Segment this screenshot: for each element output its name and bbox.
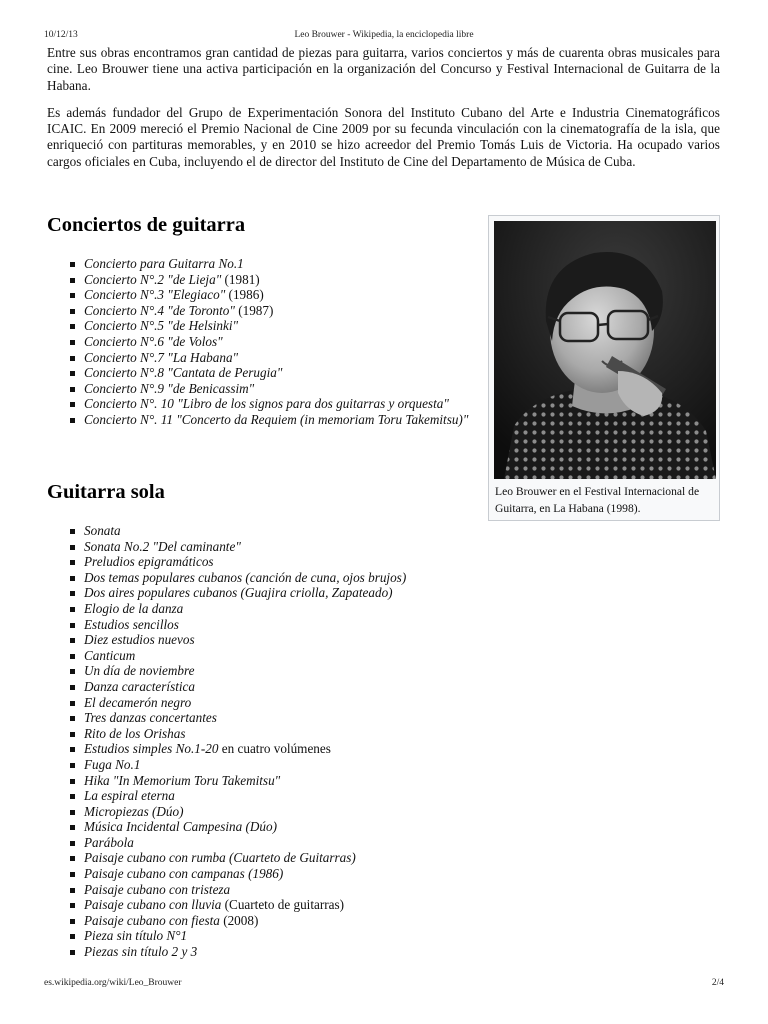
list-item xyxy=(47,804,477,820)
print-header xyxy=(44,30,724,44)
section-conciertos xyxy=(47,213,477,428)
guitarra-sola-list xyxy=(47,523,477,960)
list-item xyxy=(47,882,477,898)
work-title-link[interactable]: Dos aires populares cubanos (Guajira criolla, Zapateado) xyxy=(84,585,393,601)
list-item xyxy=(47,396,477,412)
list-item xyxy=(47,819,477,835)
portrait-illustration xyxy=(494,221,716,479)
work-title-link[interactable]: Rito de los Orishas xyxy=(84,725,186,741)
list-item xyxy=(47,741,477,757)
work-title-link[interactable]: Concierto N°.6 "de Volos" xyxy=(84,333,223,349)
work-title-link[interactable]: Dos temas populares cubanos (canción de cuna, ojos brujos) xyxy=(84,569,407,585)
work-title-link[interactable]: La espiral eterna xyxy=(84,788,175,804)
work-title-link[interactable]: Parábola xyxy=(84,834,134,850)
intro-paragraph-1: Entre sus obras encontramos gran cantidad de piezas para guitarra, varios conciertos y más de cuarenta obras musicales para cine. Leo Brouwer tiene una activa participación en la organización del Concurso y Festival Internacional de Guitarra de la Habana. xyxy=(47,45,720,93)
list-item xyxy=(47,523,477,539)
list-item xyxy=(47,773,477,789)
work-title-link[interactable]: Un día de noviembre xyxy=(84,663,195,679)
list-item xyxy=(47,897,477,913)
list-item xyxy=(47,365,477,381)
list-item xyxy=(47,318,477,334)
list-item xyxy=(47,585,477,601)
print-page-title: Leo Brouwer - Wikipedia, la enciclopedia libre xyxy=(294,30,474,40)
list-item xyxy=(47,835,477,851)
list-item xyxy=(47,554,477,570)
list-item xyxy=(47,944,477,960)
list-item xyxy=(47,256,477,272)
work-title-link[interactable]: Sonata xyxy=(84,523,121,538)
work-title-link[interactable]: Canticum xyxy=(84,647,136,663)
work-title-link[interactable]: El decamerón negro xyxy=(84,694,192,710)
work-title-link[interactable]: Paisaje cubano con rumba (Cuarteto de Guitarras) xyxy=(84,850,356,866)
list-item xyxy=(47,788,477,804)
list-item xyxy=(47,710,477,726)
work-title-link[interactable]: Piezas sin título 2 y 3 xyxy=(84,944,198,960)
work-title-link[interactable]: Concierto N°. 11 "Concerto da Requiem (in memoriam Toru Takemitsu)" xyxy=(84,411,469,427)
list-item xyxy=(47,381,477,397)
list-item xyxy=(47,334,477,350)
section-guitarra-sola xyxy=(47,480,477,960)
work-title-link[interactable]: Elogio de la danza xyxy=(84,600,184,616)
work-note: (1987) xyxy=(234,302,274,318)
work-title-link[interactable]: Estudios sencillos xyxy=(84,616,179,632)
work-note: (1986) xyxy=(225,287,264,303)
list-item xyxy=(47,913,477,929)
list-item xyxy=(47,350,477,366)
work-title-link[interactable]: Micropiezas (Dúo) xyxy=(84,803,184,819)
intro-paragraph-2: Es además fundador del Grupo de Experimentación Sonora del Instituto Cubano del Arte e Industria Cinematográficos ICAIC. En 2009 mereció el Premio Nacional de Cine 2009 por su fecunda vinculación con la cinematografía de la isla, que enriqueció con partituras memorables, y en 2010 se hizo acreedor del Premio Tomás Luis de Victoria. Ha ocupado varios cargos oficiales en Cuba, incluyendo el de director del Instituto de Cine del Departamento de Música de Cuba. xyxy=(47,104,720,169)
list-item xyxy=(47,648,477,664)
list-item xyxy=(47,303,477,319)
list-item xyxy=(47,412,477,428)
list-item xyxy=(47,757,477,773)
work-title-link[interactable]: Fuga No.1 xyxy=(84,756,141,772)
work-note: (2008) xyxy=(219,912,259,928)
work-title-link[interactable]: Concierto N°.5 "de Helsinki" xyxy=(84,318,239,334)
work-title-link[interactable]: Danza característica xyxy=(84,678,195,694)
work-title-link[interactable]: Paisaje cubano con campanas (1986) xyxy=(84,866,284,882)
work-note: (1981) xyxy=(221,271,260,287)
list-item xyxy=(47,850,477,866)
work-title-link[interactable]: Estudios simples No.1-20 xyxy=(84,741,219,757)
print-url: es.wikipedia.org/wiki/Leo_Brouwer xyxy=(44,978,182,988)
work-note: (Cuarteto de guitarras) xyxy=(221,897,345,913)
work-title-link[interactable]: Sonata No.2 "Del caminante" xyxy=(84,538,241,554)
list-item xyxy=(47,570,477,586)
work-title-link[interactable]: Paisaje cubano con fiesta xyxy=(84,912,220,928)
print-footer xyxy=(44,978,724,992)
work-title-link[interactable]: Concierto N°.8 "Cantata de Perugia" xyxy=(84,365,283,381)
list-item xyxy=(47,601,477,617)
list-item xyxy=(47,272,477,288)
list-item xyxy=(47,663,477,679)
list-item xyxy=(47,928,477,944)
work-note: en cuatro volúmenes xyxy=(218,741,331,757)
work-title-link[interactable]: Concierto N°.2 "de Lieja" xyxy=(84,271,222,287)
list-item xyxy=(47,287,477,303)
work-title-link[interactable]: Hika "In Memorium Toru Takemitsu" xyxy=(84,772,281,788)
work-title-link[interactable]: Concierto N°.9 "de Benicassim" xyxy=(84,380,255,396)
portrait-photo[interactable] xyxy=(494,221,716,479)
list-item xyxy=(47,695,477,711)
heading-conciertos: Conciertos de guitarra xyxy=(47,214,246,236)
work-title-link[interactable]: Preludios epigramáticos xyxy=(84,554,214,570)
work-title-link[interactable]: Concierto N°. 10 "Libro de los signos para dos guitarras y orquesta" xyxy=(84,396,449,412)
work-title-link[interactable]: Concierto N°.4 "de Toronto" xyxy=(84,302,235,318)
list-item xyxy=(47,539,477,555)
list-item xyxy=(47,866,477,882)
work-title-link[interactable]: Diez estudios nuevos xyxy=(84,632,195,648)
heading-guitarra-sola: Guitarra sola xyxy=(47,481,165,503)
work-title-link[interactable]: Concierto N°.3 "Elegiaco" xyxy=(84,287,226,303)
list-item xyxy=(47,617,477,633)
print-date: 10/12/13 xyxy=(44,30,78,40)
work-title-link[interactable]: Tres danzas concertantes xyxy=(84,710,217,726)
list-item xyxy=(47,632,477,648)
image-thumbnail xyxy=(488,215,720,521)
list-item xyxy=(47,679,477,695)
work-title-link[interactable]: Paisaje cubano con tristeza xyxy=(84,881,231,897)
work-title-link[interactable]: Pieza sin título N°1 xyxy=(84,928,188,944)
print-page-number: 2/4 xyxy=(711,978,724,988)
work-title-link[interactable]: Paisaje cubano con lluvia xyxy=(84,897,222,913)
work-title-link[interactable]: Música Incidental Campesina (Dúo) xyxy=(84,819,278,835)
work-title-link[interactable]: Concierto N°.7 "La Habana" xyxy=(84,349,239,365)
list-item xyxy=(47,726,477,742)
work-title-link[interactable]: Concierto para Guitarra No.1 xyxy=(84,256,244,271)
image-caption: Leo Brouwer en el Festival Internacional de Guitarra, en La Habana (1998). xyxy=(495,485,700,515)
conciertos-list xyxy=(47,256,477,428)
